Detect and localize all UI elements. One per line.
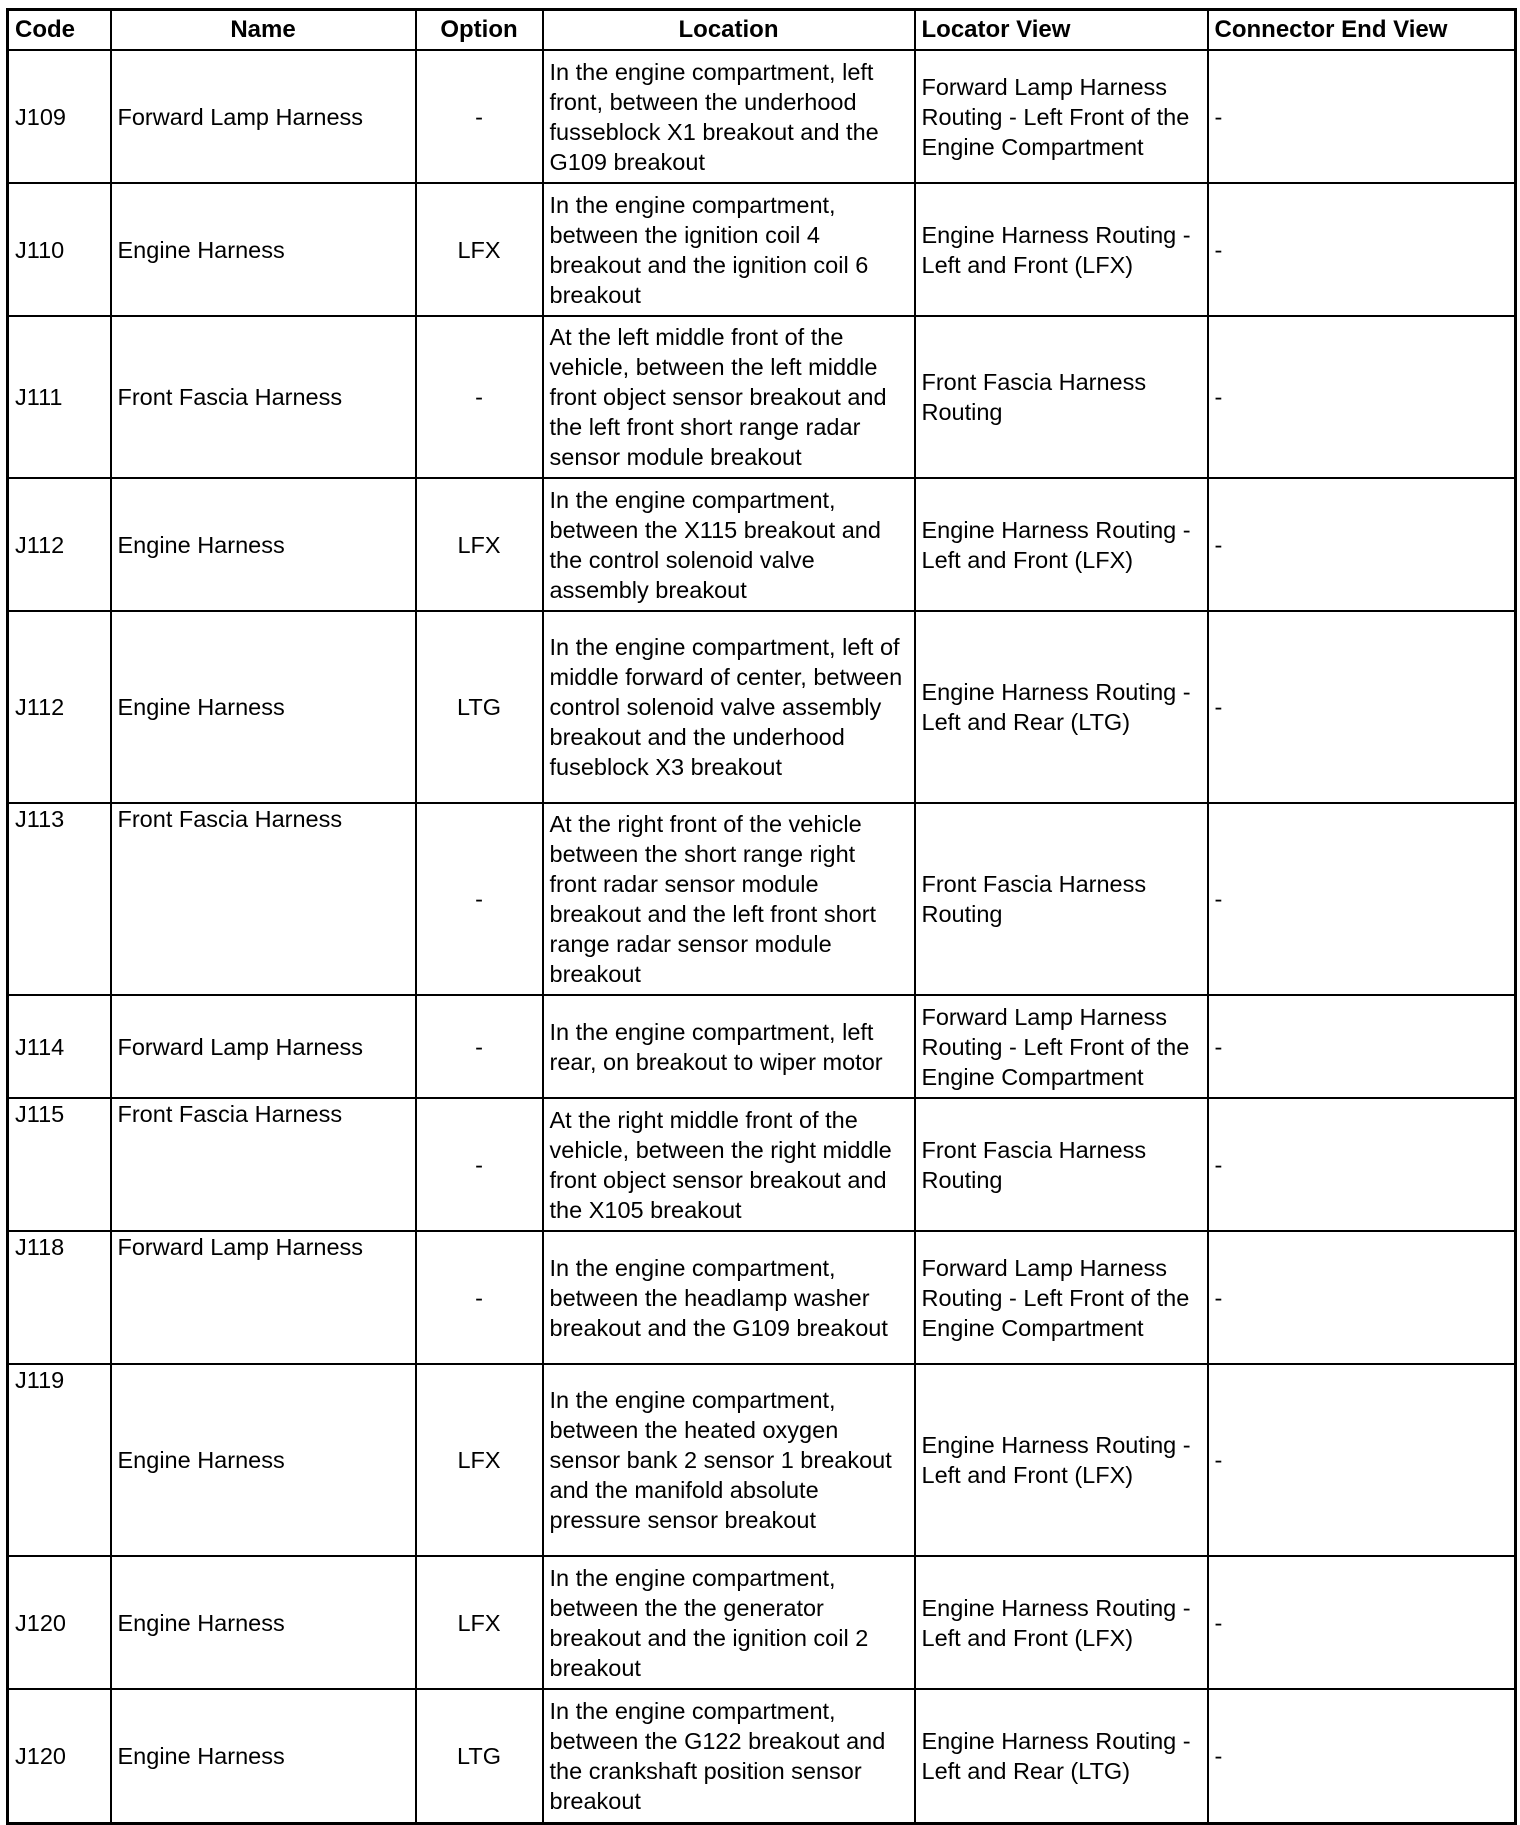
table-row	[8, 1098, 1516, 1231]
name-cell: Front Fascia Harness	[111, 316, 416, 478]
name-cell: Front Fascia Harness	[111, 1098, 416, 1231]
code-cell: J120	[8, 1556, 111, 1689]
name-cell: Forward Lamp Harness	[111, 995, 416, 1098]
column-header-connector-end-view: Connector End View	[1208, 10, 1516, 51]
option-cell: -	[416, 1231, 543, 1364]
locator-view-cell: Front Fascia Harness Routing	[915, 1098, 1208, 1231]
location-cell: In the engine compartment, between the headlamp washer breakout and the G109 breakout	[543, 1231, 915, 1364]
connector-end-view-cell: -	[1208, 803, 1516, 995]
code-cell: J114	[8, 995, 111, 1098]
name-cell: Engine Harness	[111, 478, 416, 611]
code-cell: J115	[8, 1098, 111, 1231]
column-header-locator-view: Locator View	[915, 10, 1208, 51]
connector-end-view-cell: -	[1208, 1231, 1516, 1364]
location-cell: In the engine compartment, left front, between the underhood fusseblock X1 breakout and the G109 breakout	[543, 50, 915, 183]
connector-end-view-cell: -	[1208, 1556, 1516, 1689]
location-cell: In the engine compartment, between the ignition coil 4 breakout and the ignition coil 6 breakout	[543, 183, 915, 316]
code-cell: J113	[8, 803, 111, 995]
location-cell: In the engine compartment, left rear, on breakout to wiper motor	[543, 995, 915, 1098]
table-row	[8, 611, 1516, 803]
name-cell: Engine Harness	[111, 1556, 416, 1689]
name-cell: Engine Harness	[111, 1364, 416, 1556]
location-cell: In the engine compartment, between the X115 breakout and the control solenoid valve assembly breakout	[543, 478, 915, 611]
location-cell: In the engine compartment, between the the generator breakout and the ignition coil 2 breakout	[543, 1556, 915, 1689]
connector-end-view-cell: -	[1208, 1364, 1516, 1556]
location-cell: At the left middle front of the vehicle, between the left middle front object sensor breakout and the left front short range radar sensor module breakout	[543, 316, 915, 478]
table-row	[8, 1364, 1516, 1556]
option-cell: LTG	[416, 611, 543, 803]
connector-end-view-cell: -	[1208, 995, 1516, 1098]
connector-end-view-cell: -	[1208, 316, 1516, 478]
connector-table	[6, 8, 1517, 1825]
name-cell: Front Fascia Harness	[111, 803, 416, 995]
column-header-name: Name	[111, 10, 416, 51]
column-header-option: Option	[416, 10, 543, 51]
table-row	[8, 1231, 1516, 1364]
table-row	[8, 995, 1516, 1098]
harness-connector-sheet	[6, 8, 1514, 1818]
table-row	[8, 1556, 1516, 1689]
locator-view-cell: Engine Harness Routing - Left and Front (LFX)	[915, 1364, 1208, 1556]
option-cell: LFX	[416, 478, 543, 611]
option-cell: LFX	[416, 1364, 543, 1556]
name-cell: Forward Lamp Harness	[111, 1231, 416, 1364]
option-cell: LTG	[416, 1689, 543, 1823]
locator-view-cell: Forward Lamp Harness Routing - Left Front of the Engine Compartment	[915, 1231, 1208, 1364]
code-cell: J112	[8, 478, 111, 611]
column-header-location: Location	[543, 10, 915, 51]
table-row	[8, 478, 1516, 611]
table-row	[8, 1689, 1516, 1823]
locator-view-cell: Engine Harness Routing - Left and Front (LFX)	[915, 478, 1208, 611]
option-cell: -	[416, 803, 543, 995]
locator-view-cell: Front Fascia Harness Routing	[915, 316, 1208, 478]
location-cell: In the engine compartment, between the G122 breakout and the crankshaft position sensor breakout	[543, 1689, 915, 1823]
table-row	[8, 316, 1516, 478]
connector-end-view-cell: -	[1208, 183, 1516, 316]
locator-view-cell: Forward Lamp Harness Routing - Left Front of the Engine Compartment	[915, 50, 1208, 183]
code-cell: J120	[8, 1689, 111, 1823]
option-cell: LFX	[416, 1556, 543, 1689]
code-cell: J119	[8, 1364, 111, 1556]
location-cell: In the engine compartment, left of middle forward of center, between control solenoid valve assembly breakout and the underhood fuseblock X3 breakout	[543, 611, 915, 803]
location-cell: In the engine compartment, between the heated oxygen sensor bank 2 sensor 1 breakout and the manifold absolute pressure sensor breakout	[543, 1364, 915, 1556]
table-row	[8, 803, 1516, 995]
code-cell: J111	[8, 316, 111, 478]
option-cell: LFX	[416, 183, 543, 316]
option-cell: -	[416, 316, 543, 478]
option-cell: -	[416, 50, 543, 183]
header-row	[8, 10, 1516, 51]
location-cell: At the right middle front of the vehicle, between the right middle front object sensor breakout and the X105 breakout	[543, 1098, 915, 1231]
table-row	[8, 50, 1516, 183]
name-cell: Engine Harness	[111, 1689, 416, 1823]
connector-end-view-cell: -	[1208, 1098, 1516, 1231]
table-row	[8, 183, 1516, 316]
code-cell: J112	[8, 611, 111, 803]
code-cell: J118	[8, 1231, 111, 1364]
locator-view-cell: Engine Harness Routing - Left and Front (LFX)	[915, 183, 1208, 316]
location-cell: At the right front of the vehicle between the short range right front radar sensor module breakout and the left front short range radar sensor module breakout	[543, 803, 915, 995]
locator-view-cell: Engine Harness Routing - Left and Rear (LTG)	[915, 611, 1208, 803]
code-cell: J110	[8, 183, 111, 316]
name-cell: Engine Harness	[111, 183, 416, 316]
option-cell: -	[416, 1098, 543, 1231]
connector-end-view-cell: -	[1208, 478, 1516, 611]
locator-view-cell: Engine Harness Routing - Left and Front (LFX)	[915, 1556, 1208, 1689]
option-cell: -	[416, 995, 543, 1098]
locator-view-cell: Engine Harness Routing - Left and Rear (LTG)	[915, 1689, 1208, 1823]
name-cell: Forward Lamp Harness	[111, 50, 416, 183]
locator-view-cell: Forward Lamp Harness Routing - Left Front of the Engine Compartment	[915, 995, 1208, 1098]
code-cell: J109	[8, 50, 111, 183]
name-cell: Engine Harness	[111, 611, 416, 803]
locator-view-cell: Front Fascia Harness Routing	[915, 803, 1208, 995]
column-header-code: Code	[8, 10, 111, 51]
connector-end-view-cell: -	[1208, 1689, 1516, 1823]
connector-end-view-cell: -	[1208, 50, 1516, 183]
connector-end-view-cell: -	[1208, 611, 1516, 803]
